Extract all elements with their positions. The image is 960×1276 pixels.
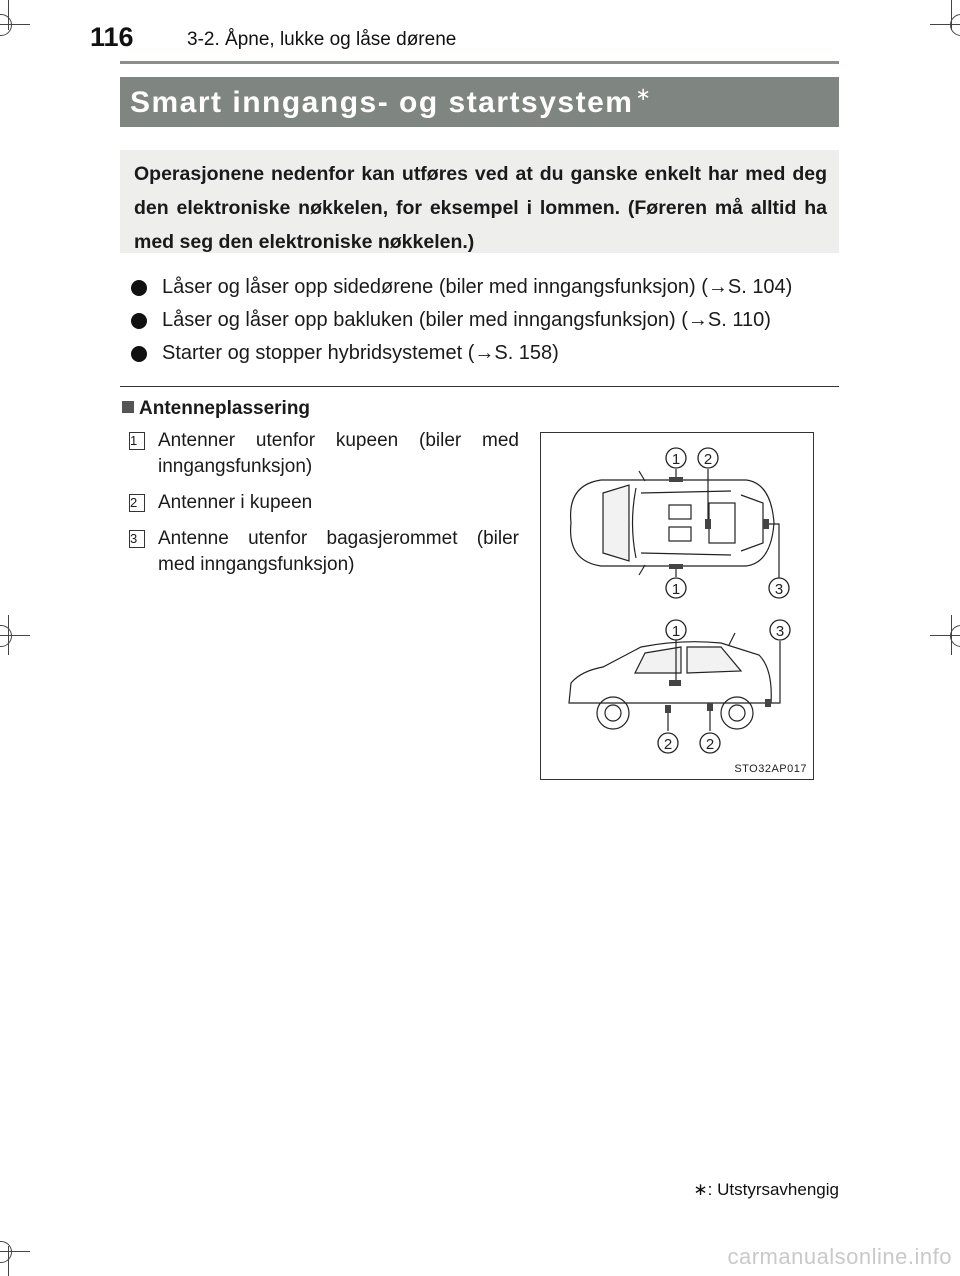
legend-number: 1 (129, 432, 145, 450)
callout-circle (700, 733, 720, 753)
callout-label: 1 (671, 451, 681, 468)
intro-box (120, 150, 839, 253)
legend-text: Antenner utenfor kupeen (biler med inngangsfunksjon) (158, 430, 519, 477)
crop-mark-top-right (910, 0, 960, 50)
bullet-dot-icon (131, 280, 147, 296)
crop-mark-bottom-left (0, 1226, 50, 1276)
callout-circle (698, 448, 718, 468)
list-item (131, 337, 841, 370)
list-item-text: Starter og stopper hybridsystemet (→S. 158) (162, 342, 559, 364)
section-title-bar (120, 77, 839, 127)
watermark[interactable]: carmanualsonline.info (727, 1244, 952, 1269)
callout-label: 3 (775, 623, 785, 640)
legend-item (129, 526, 519, 578)
list-item (131, 271, 841, 304)
feature-list (131, 271, 841, 370)
callout-label: 1 (671, 623, 681, 640)
callout-label: 2 (703, 451, 713, 468)
square-bullet-icon (122, 401, 134, 413)
callout-circle (658, 733, 678, 753)
list-item-text: Låser og låser opp bakluken (biler med inngangsfunksjon) (→S. 110) (162, 309, 771, 331)
bullet-dot-icon (131, 346, 147, 362)
callout-circle (770, 620, 790, 640)
legend-text: Antenner i kupeen (158, 492, 313, 513)
header-rule (120, 61, 839, 64)
callout-circle (666, 620, 686, 640)
crop-mark-top-left (0, 0, 50, 50)
footnote: ∗: Utstyrsavhengig (693, 1180, 839, 1199)
optional-equipment-mark: ∗ (635, 84, 653, 104)
callout-circle (769, 578, 789, 598)
legend-number: 3 (129, 530, 145, 548)
page-number: 116 (90, 22, 134, 52)
legend-item (129, 428, 519, 480)
car-illustration (541, 433, 813, 779)
legend-text: Antenne utenfor bagasjerommet (biler med inngangsfunksjon) (158, 528, 519, 575)
list-item-text: Låser og låser opp sidedørene (biler med inngangsfunksjon) (→S. 104) (162, 276, 793, 298)
subsection-heading (122, 398, 310, 420)
antenna-location-diagram (540, 432, 814, 780)
callout-circle (666, 448, 686, 468)
subsection-heading-text: Antenneplassering (139, 398, 311, 419)
intro-text: Operasjonene nedenfor kan utføres ved at du ganske enkelt har med deg den elektroniske nøkkelen, for eksempel i lommen. (Føreren må alltid ha med seg den elektroniske nøkkelen.) (134, 163, 827, 253)
section-divider (120, 386, 839, 387)
crop-mark-middle-left (0, 615, 40, 655)
section-title: Smart inngangs- og startsystem (130, 86, 634, 119)
callout-circle (666, 578, 686, 598)
antenna-markers-side (665, 680, 771, 713)
callout-label: 2 (663, 736, 673, 753)
callout-label: 2 (705, 736, 715, 753)
list-item (131, 304, 841, 337)
car-top-view (571, 471, 774, 575)
figure-code: STO32AP017 (734, 763, 807, 775)
bullet-dot-icon (131, 313, 147, 329)
antenna-legend (129, 428, 519, 588)
legend-item (129, 490, 519, 516)
callout-label: 1 (671, 581, 681, 598)
section-header: 3-2. Åpne, lukke og låse dørene (187, 29, 457, 50)
callout-label: 3 (774, 581, 784, 598)
diagram-callouts (658, 448, 790, 753)
legend-number: 2 (129, 494, 145, 512)
crop-mark-middle-right (920, 615, 960, 655)
